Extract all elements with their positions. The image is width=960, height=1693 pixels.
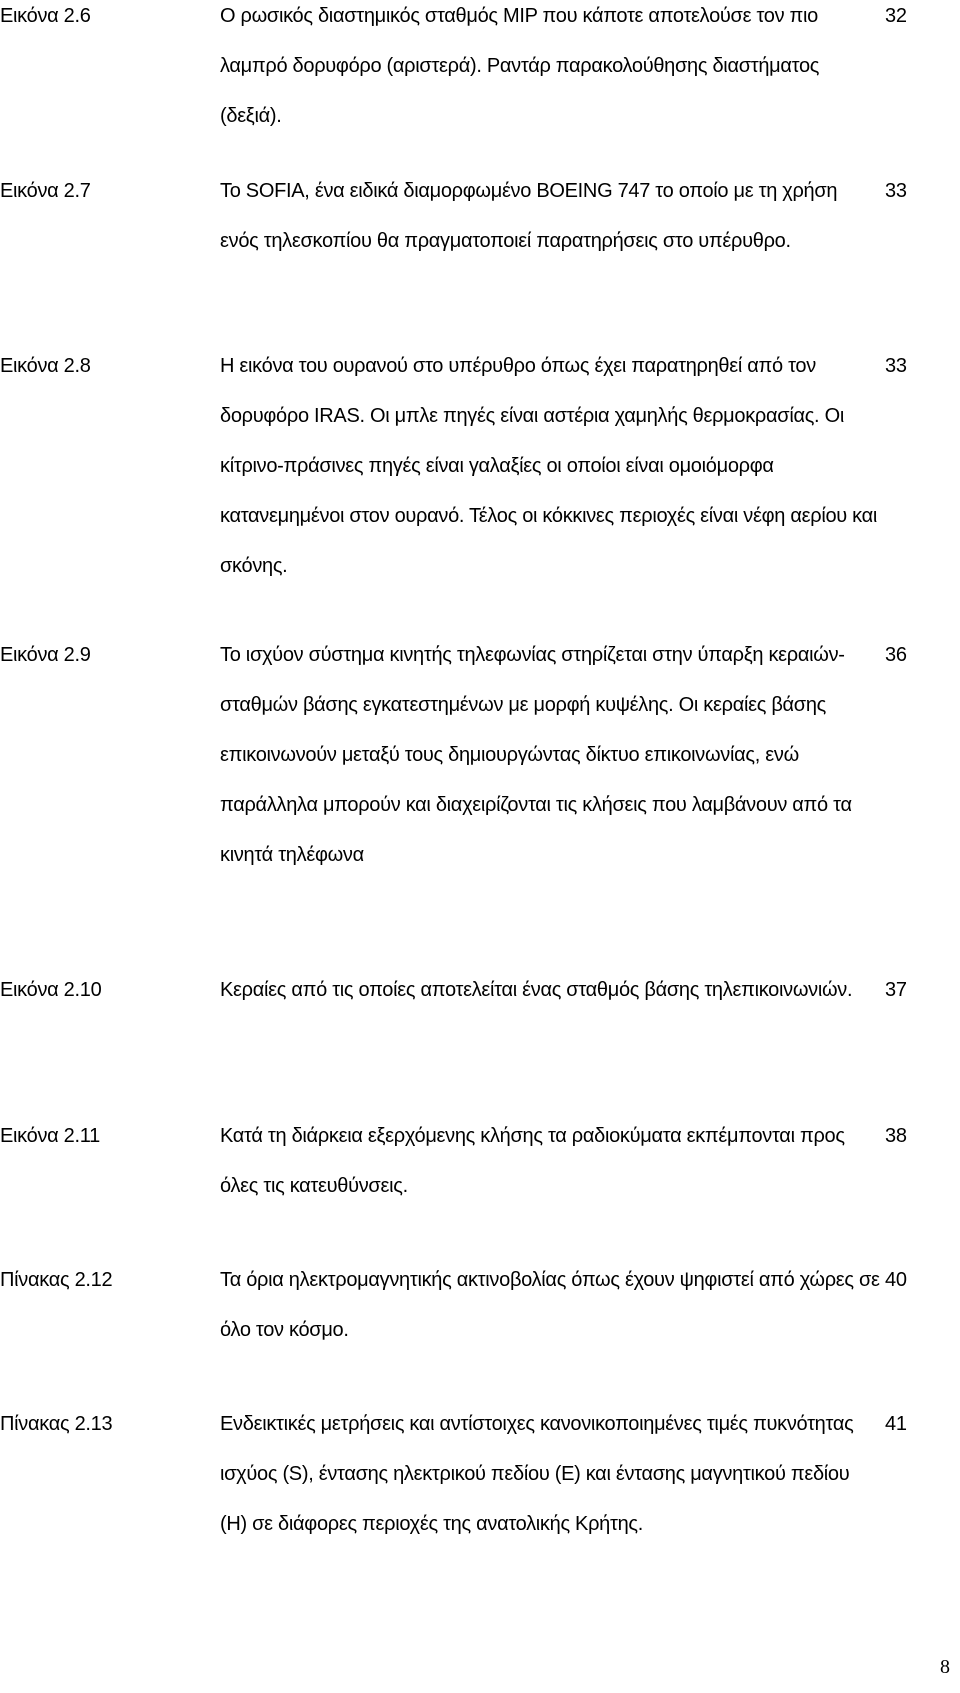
entry-label: Πίνακας 2.12 xyxy=(0,1269,113,1291)
entry-description: Κεραίες από τις οποίες αποτελείται ένας σταθμός βάσης τηλεπικοινωνιών. xyxy=(220,979,853,1001)
entry-page-number: 32 xyxy=(885,5,907,27)
entry-page-number: 40 xyxy=(885,1269,907,1291)
entry-label: Πίνακας 2.13 xyxy=(0,1413,113,1435)
entry-description: Το ισχύον σύστημα κινητής τηλεφωνίας στηρίζεται στην ύπαρξη κεραιών-σταθμών βάσης εγκατεστημένων με μορφή κυψέλης. Οι κεραίες βάσης επικοινωνούν μεταξύ τους δημιουργώντας δίκτυο επικοινωνίας, ενώ παράλληλα μπορούν και διαχειρίζονται τις κλήσεις που λαμβάνουν από τα κινητά τηλέφωνα xyxy=(220,644,852,866)
entry-page-number: 38 xyxy=(885,1125,907,1147)
entry-description: Κατά τη διάρκεια εξερχόμενης κλήσης τα ραδιοκύματα εκπέμπονται προς όλες τις κατευθύνσεις. xyxy=(220,1125,845,1197)
entry-page-number: 33 xyxy=(885,180,907,202)
entry-page-number: 33 xyxy=(885,355,907,377)
entry-page-number: 41 xyxy=(885,1413,907,1435)
entry-page-number: 37 xyxy=(885,979,907,1001)
entry-label: Εικόνα 2.9 xyxy=(0,644,91,666)
entry-description: Ο ρωσικός διαστημικός σταθμός ΜΙΡ που κάποτε αποτελούσε τον πιο λαμπρό δορυφόρο (αριστερά). Ραντάρ παρακολούθησης διαστήματος (δεξιά). xyxy=(220,5,820,127)
entry-label: Εικόνα 2.11 xyxy=(0,1125,100,1147)
entry-description: Τα όρια ηλεκτρομαγνητικής ακτινοβολίας όπως έχουν ψηφιστεί από χώρες σε όλο τον κόσμο. xyxy=(220,1269,880,1341)
entry-label: Εικόνα 2.10 xyxy=(0,979,102,1001)
entry-label: Εικόνα 2.7 xyxy=(0,180,91,202)
entry-description: Η εικόνα του ουρανού στο υπέρυθρο όπως έχει παρατηρηθεί από τον δορυφόρο IRAS. Οι μπλε πηγές είναι αστέρια χαμηλής θερμοκρασίας. Οι κίτρινο-πράσινες πηγές είναι γαλαξίες οι οποίοι είναι ομοιόμορφα κατανεμημένοι στον ουρανό. Τέλος οι κόκκινες περιοχές είναι νέφη αερίου και σκόνης. xyxy=(220,355,878,577)
entry-description: Ενδεικτικές μετρήσεις και αντίστοιχες κανονικοποιημένες τιμές πυκνότητας ισχύος (S), έντασης ηλεκτρικού πεδίου (E) και έντασης μαγνητικού πεδίου (H) σε διάφορες περιοχές της ανατολικής Κρήτης. xyxy=(220,1413,854,1535)
entry-description: Το SOFIA, ένα ειδικά διαμορφωμένο BOEING 747 το οποίο με τη χρήση ενός τηλεσκοπίου θα πραγματοποιεί παρατηρήσεις στο υπέρυθρο. xyxy=(220,180,838,252)
entry-page-number: 36 xyxy=(885,644,907,666)
page-number-footer: 8 xyxy=(940,1656,950,1678)
entry-label: Εικόνα 2.8 xyxy=(0,355,91,377)
entry-label: Εικόνα 2.6 xyxy=(0,5,91,27)
